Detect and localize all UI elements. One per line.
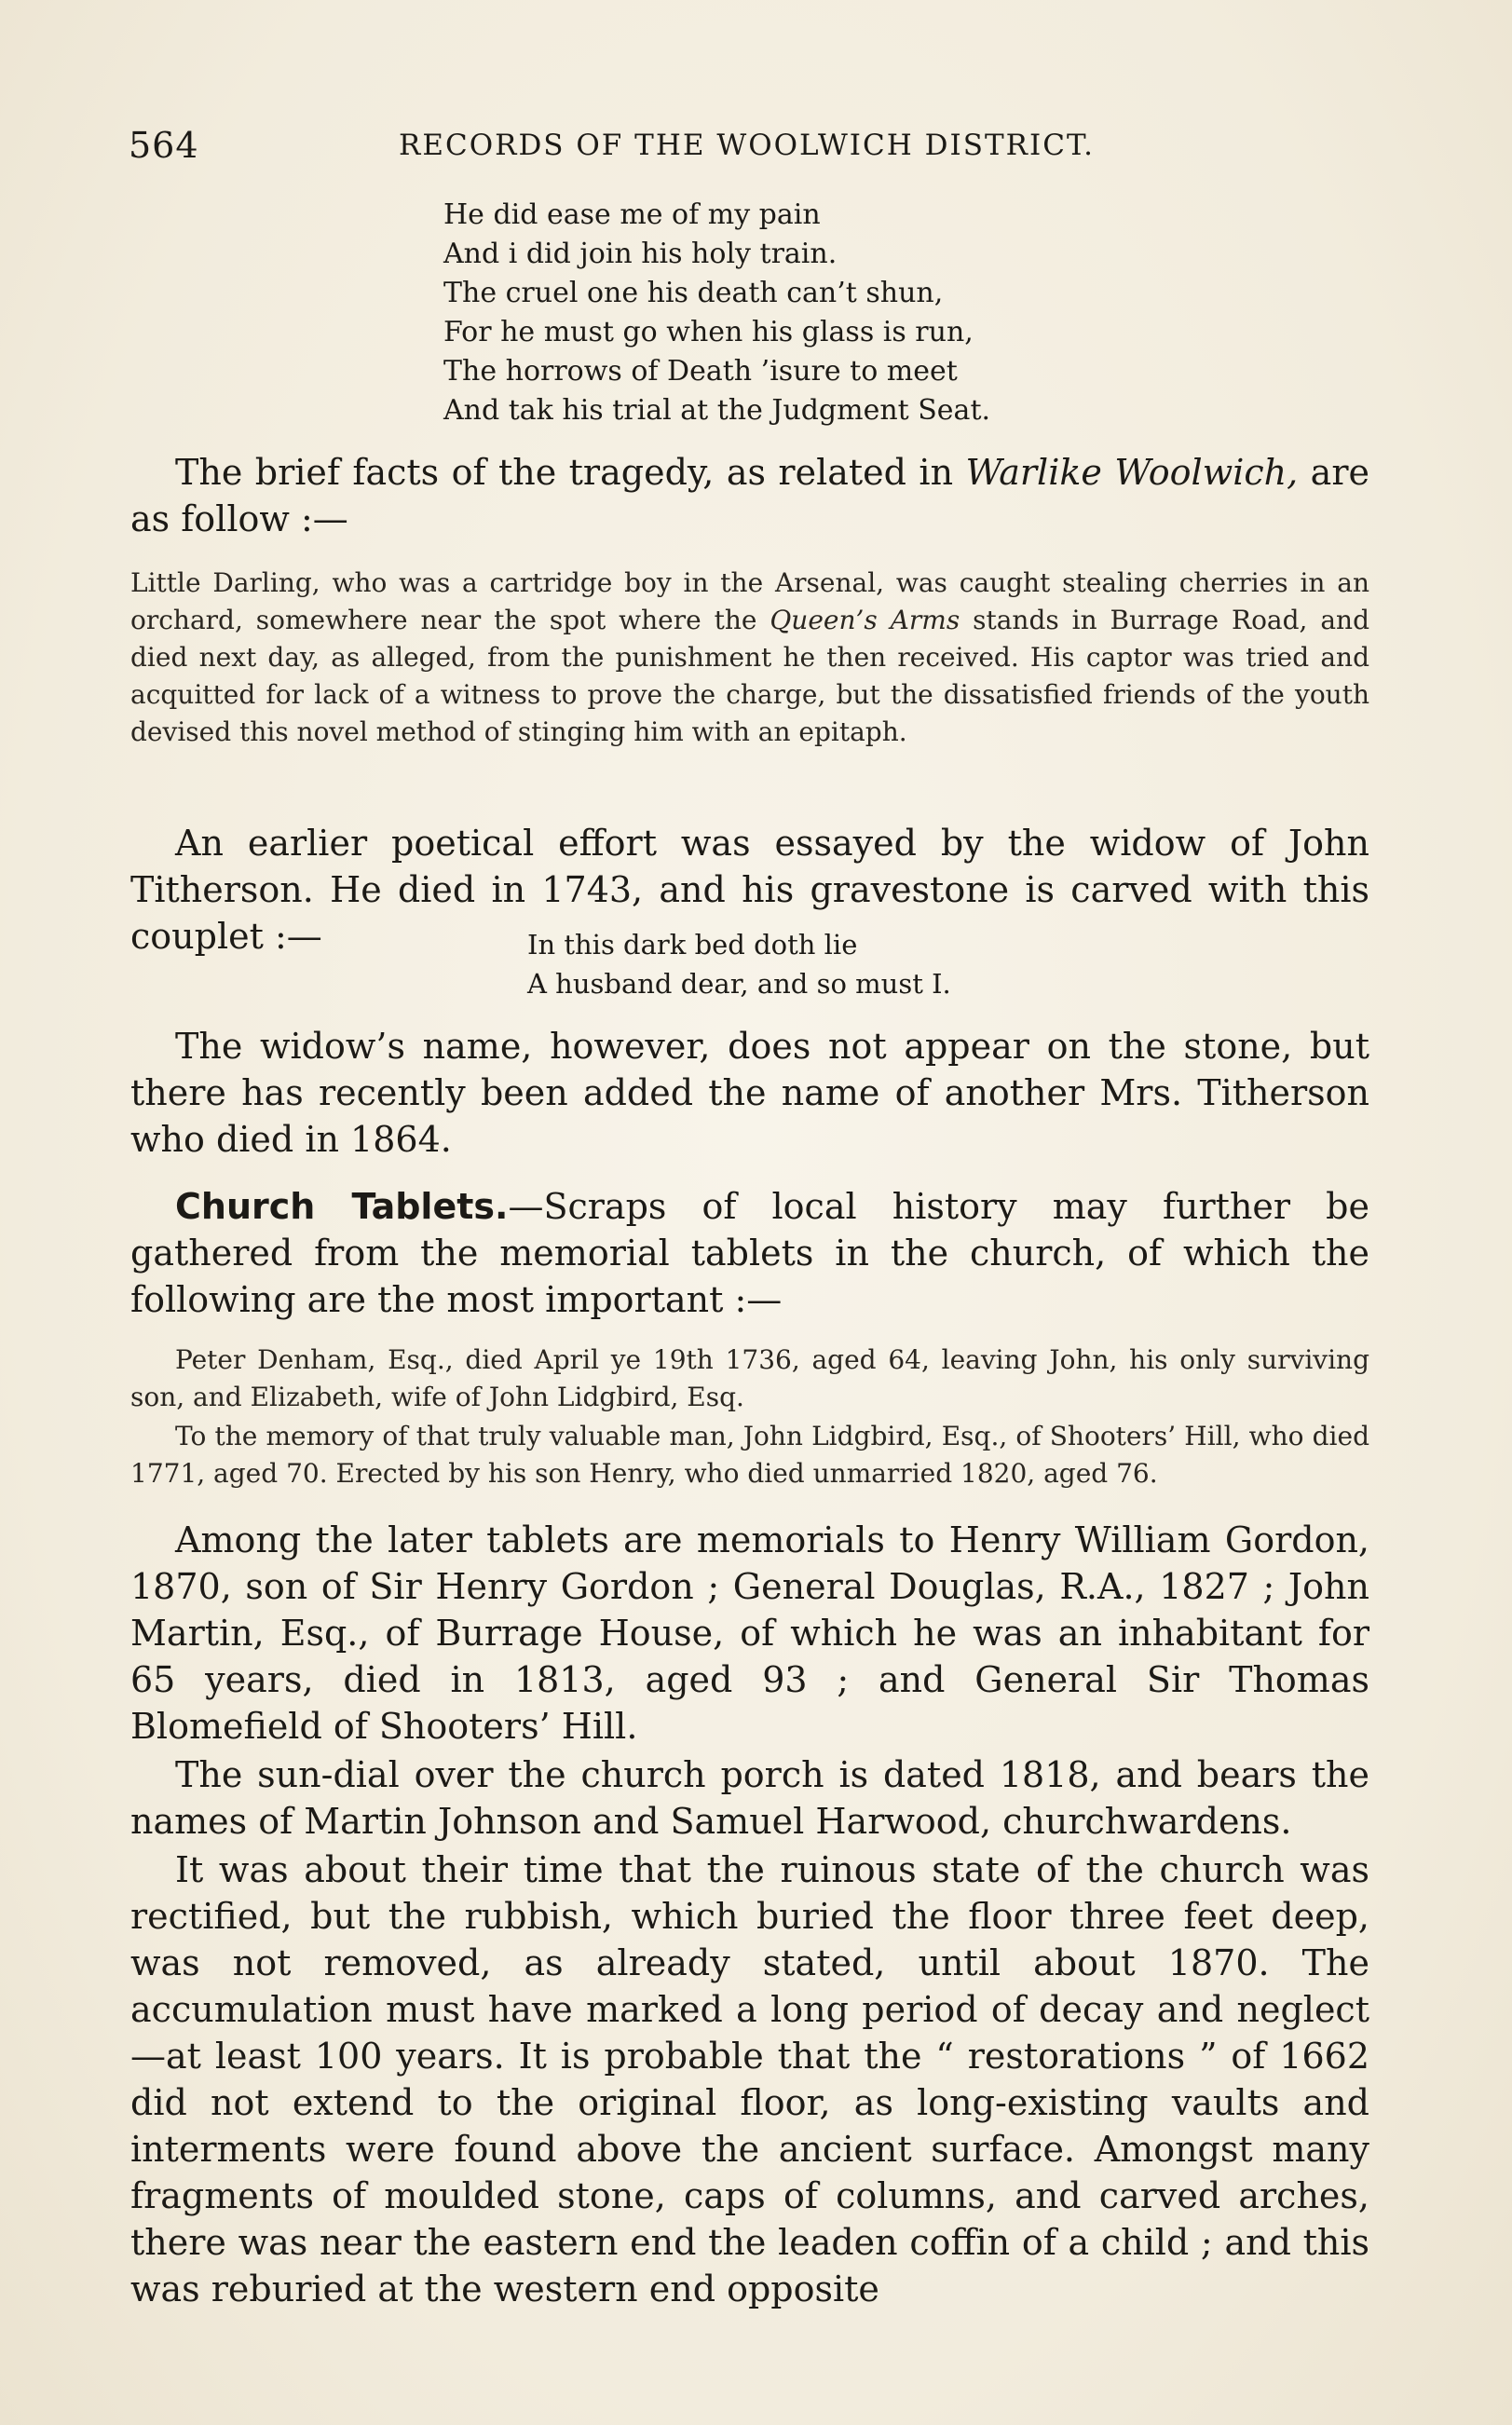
place-name: Queen’s Arms	[770, 605, 960, 635]
verse-line: In this dark bed doth lie	[527, 929, 858, 960]
widow-name-paragraph: The widow’s name, however, does not appear on the stone, but there has recently been added the name of another Mrs. Titherson who died in 1864.	[130, 1026, 1369, 1160]
tablet-inscription: Peter Denham, Esq., died April ye 19th 1736, aged 64, leaving John, his only surviving son, and Elizabeth, wife of John Lidgbird, Esq.	[130, 1344, 1369, 1412]
facts-paragraph	[130, 565, 1369, 751]
intro-text-end: are as follow :—	[130, 452, 1369, 539]
facts-text-end: stands in Burrage Road, and died next day, as alleged, from the punishment he then received. His captor was tried and acquitted for lack of a witness to prove the charge, but the dissatisfied friends of the youth devised this novel method of stinging him with an epitaph.	[130, 605, 1369, 747]
tablet-inscription: To the memory of that truly valuable man, John Lidgbird, Esq., of Shooters’ Hill, who died 1771, aged 70. Erected by his son Henry, who died unmarried 1820, aged 76.	[130, 1421, 1369, 1489]
verse-line: He did ease me of my pain	[443, 198, 821, 231]
verse-line: A husband dear, and so must I.	[527, 968, 951, 1000]
page-header	[129, 119, 1377, 175]
intro-paragraph	[130, 449, 1369, 542]
running-head: RECORDS OF THE WOOLWICH DISTRICT.	[399, 129, 1095, 162]
ruinous-state-paragraph: It was about their time that the ruinous state of the church was rectified, but the rubbish, which buried the floor three feet deep, was not removed, as already stated, until about 1870. The accumulation must have marked a long period of decay and neglect—at least 100 years. It is probable that the “ restorations ” of 1662 did not extend to the original floor, as long-existing vaults and interments were found above the ancient surface. Amongst many fragments of moulded stone, caps of columns, and carved arches, there was near the eastern end the leaden coffin of a child ; and this was reburied at the western end opposite	[130, 1849, 1369, 2309]
section-heading: Church Tablets.	[175, 1186, 509, 1227]
earlier-effort-paragraph: An earlier poetical effort was essayed by the widow of John Titherson. He died in 1743, and his gravestone is carved with this couplet :—	[130, 823, 1369, 957]
sundial-paragraph: The sun-dial over the church porch is dated 1818, and bears the names of Martin Johnson and Samuel Harwood, churchwardens.	[130, 1754, 1369, 1842]
church-tablets-paragraph	[130, 1183, 1369, 1323]
verse-line: The cruel one his death can’t shun,	[443, 277, 944, 309]
epitaph-verse	[443, 196, 990, 430]
verse-line: And tak his trial at the Judgment Seat.	[443, 394, 991, 427]
page-number: 564	[129, 125, 199, 166]
verse-line: And i did join his holy train.	[443, 238, 838, 270]
intro-text: The brief facts of the tragedy, as related in	[175, 452, 966, 493]
verse-line: For he must go when his glass is run,	[443, 316, 974, 348]
church-tablets-text: —Scraps of local history may further be gathered from the memorial tablets in the church, of which the following are the most important :—	[130, 1186, 1369, 1320]
book-title: Warlike Woolwich,	[965, 452, 1299, 493]
facts-text: Little Darling, who was a cartridge boy in the Arsenal, was caught stealing cherries in an orchard, somewhere near the spot where the	[130, 567, 1369, 635]
couplet-verse	[527, 925, 951, 1003]
verse-line: The horrows of Death ’isure to meet	[443, 355, 958, 388]
later-tablets-paragraph: Among the later tablets are memorials to Henry William Gordon, 1870, son of Sir Henry Gordon ; General Douglas, R.A., 1827 ; John Martin, Esq., of Burrage House, of which he was an inhabitant for 65 years, died in 1813, aged 93 ; and General Sir Thomas Blomefield of Shooters’ Hill.	[130, 1519, 1369, 1747]
